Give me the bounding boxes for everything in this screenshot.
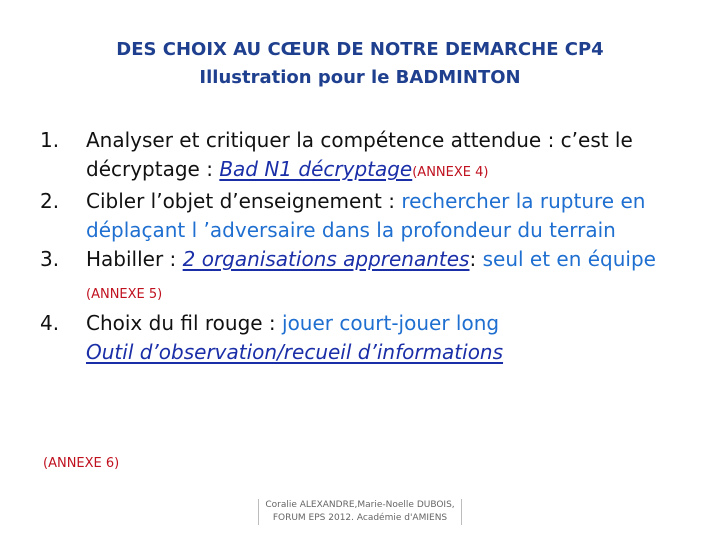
list-item-1	[40, 126, 700, 187]
item-number: 2.	[40, 189, 60, 213]
item-number: 1.	[40, 128, 60, 152]
title-line-1: DES CHOIX AU CŒUR DE NOTRE DEMARCHE CP4	[116, 39, 604, 60]
item-text: Cibler l’objet d’enseignement :	[86, 189, 402, 213]
item-highlight: jouer court-jouer long	[282, 311, 500, 335]
list-item-3	[40, 245, 700, 309]
organisations-link[interactable]: 2 organisations apprenantes	[182, 247, 470, 271]
item-text: Analyser et critiquer la compétence attendue : c’est le décryptage :	[86, 128, 633, 181]
item-text: Choix du fil rouge :	[86, 311, 283, 335]
list-item-2	[40, 187, 700, 245]
item-text: Habiller :	[86, 247, 183, 271]
title-line-2: Illustration pour le BADMINTON	[199, 67, 521, 88]
item-highlight: seul et en équipe	[482, 247, 656, 271]
item-separator: :	[469, 247, 483, 271]
footer-authors: Coralie ALEXANDRE,Marie-Noelle DUBOIS,	[265, 500, 455, 510]
slide-title	[0, 36, 720, 92]
bad-n1-link[interactable]: Bad N1 décryptage	[219, 157, 413, 181]
item-highlight: rechercher la rupture en déplaçant l ’adversaire dans la profondeur du terrain	[86, 189, 646, 242]
footer-event: FORUM EPS 2012. Académie d'AMIENS	[272, 513, 448, 523]
annexe-5-label: (ANNEXE 5)	[86, 287, 163, 302]
observation-tool-link[interactable]: Outil d’observation/recueil d’informations	[86, 340, 504, 364]
item-number: 3.	[40, 247, 60, 271]
annexe-4-label: (ANNEXE 4)	[412, 165, 489, 180]
list-item-4	[40, 309, 700, 367]
numbered-list	[40, 126, 700, 367]
annexe-6-label: (ANNEXE 6)	[43, 456, 120, 471]
footer	[0, 499, 720, 525]
item-number: 4.	[40, 311, 60, 335]
